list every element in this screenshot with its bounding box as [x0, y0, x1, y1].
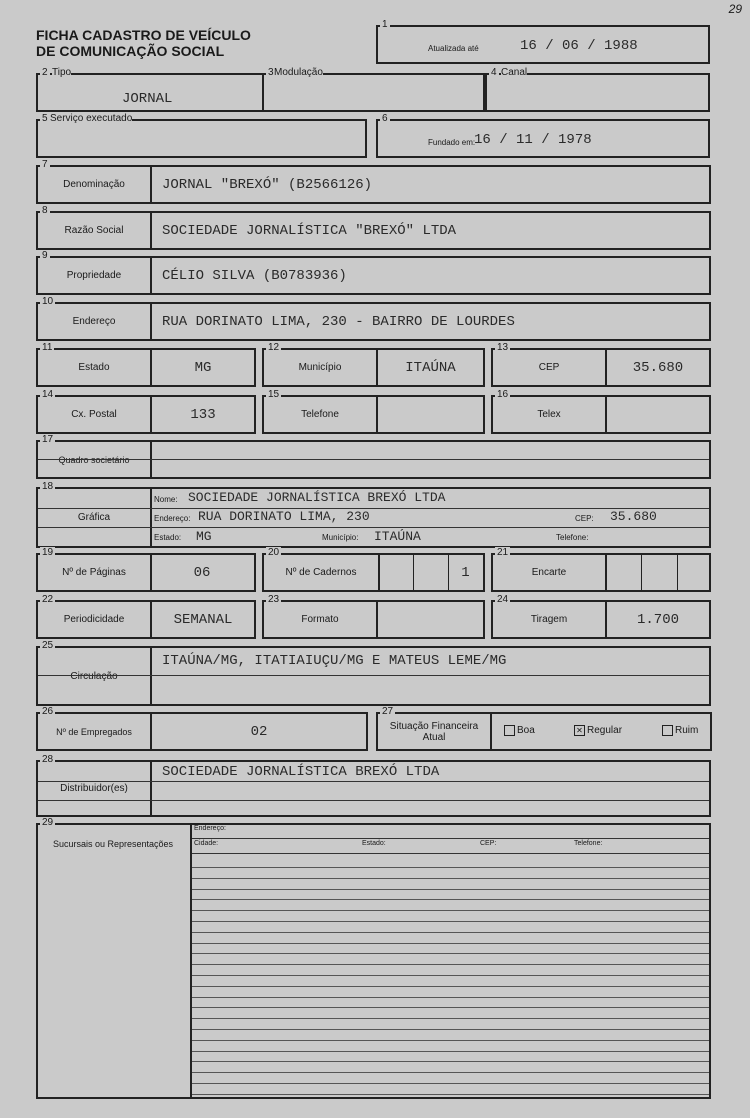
field-number: 8 [42, 205, 48, 216]
field-number: 23 [268, 594, 280, 605]
financial-option-ruim[interactable] [662, 725, 698, 736]
field-circulation [36, 640, 711, 706]
field-label: Formato [301, 614, 339, 625]
field-number: 1 [382, 19, 388, 30]
field-number: 2 [42, 67, 48, 78]
company-name-value[interactable]: SOCIEDADE JORNALÍSTICA "BREXÓ" LTDA [162, 223, 457, 239]
type-value[interactable]: JORNAL [122, 91, 173, 107]
divider [376, 602, 378, 637]
blank-row-line [192, 975, 709, 976]
field-label: Denominação [63, 179, 125, 190]
field-number: 11 [42, 342, 53, 353]
blank-row-line [192, 1007, 709, 1008]
field-number: 20 [268, 547, 280, 558]
field-label: Serviço executado [50, 113, 133, 124]
field-label: Nº de Páginas [62, 567, 126, 578]
field-number: 18 [42, 481, 54, 492]
cell-divider [413, 555, 414, 590]
field-number: 14 [42, 389, 54, 400]
divider [605, 397, 607, 432]
field-label: Cx. Postal [71, 409, 117, 420]
financial-option-boa[interactable] [504, 725, 535, 736]
field-label: Estado [78, 362, 110, 373]
field-branches [36, 817, 711, 1099]
field-number: 12 [268, 342, 280, 353]
field-distributors [36, 754, 711, 817]
field-label: Propriedade [66, 270, 122, 281]
field-label: Atualizada até [428, 44, 479, 53]
printer-municipality[interactable]: ITAÚNA [374, 529, 421, 544]
po-box-value[interactable]: 133 [190, 407, 216, 423]
field-label: Encarte [531, 567, 567, 578]
divider [150, 213, 152, 248]
divider [605, 555, 607, 590]
field-number: 16 [497, 389, 509, 400]
field-periodicity [36, 594, 256, 639]
periodicity-value[interactable]: SEMANAL [173, 612, 233, 628]
field-label: Sucursais ou Representações [52, 839, 174, 849]
cell-divider [677, 555, 678, 590]
field-label: CEP [538, 362, 560, 373]
field-founded [376, 113, 710, 158]
field-number: 13 [497, 342, 509, 353]
checkbox-icon[interactable] [662, 725, 673, 736]
divider [490, 714, 492, 749]
column-label: Endereço: [194, 825, 226, 832]
blank-row-line [192, 899, 709, 900]
blank-row-line [192, 943, 709, 944]
field-financial [376, 706, 712, 751]
updated-date[interactable]: 16 / 06 / 1988 [520, 38, 638, 54]
blank-row-line [192, 878, 709, 879]
field-employees [36, 706, 368, 751]
field-sections [262, 547, 485, 592]
printer-name[interactable]: SOCIEDADE JORNALÍSTICA BREXÓ LTDA [188, 490, 446, 505]
field-company-name [36, 205, 711, 250]
column-label: Telefone: [574, 840, 603, 847]
founded-date[interactable]: 16 / 11 / 1978 [474, 132, 592, 148]
field-address [36, 296, 711, 341]
blank-row-line [192, 953, 709, 954]
field-channel [485, 67, 710, 112]
blank-row-line [192, 1029, 709, 1030]
cell-divider [641, 555, 642, 590]
field-circulation-count [491, 594, 711, 639]
field-number: 26 [42, 706, 54, 717]
field-po-box [36, 389, 256, 434]
field-label: Nº de Cadernos [285, 567, 357, 578]
row-type [36, 67, 485, 112]
field-number: 17 [42, 434, 54, 445]
option-label: Regular [587, 725, 623, 737]
field-label: Circulação [70, 670, 118, 682]
column-label: Estado: [362, 840, 386, 847]
field-label: Telefone [301, 409, 339, 420]
option-label: Boa [517, 725, 535, 737]
field-number: 9 [42, 250, 48, 261]
field-label: Endereço [72, 316, 116, 327]
blank-row-line [192, 1083, 709, 1084]
blank-row-line [192, 867, 709, 868]
divider [378, 555, 380, 590]
row-line [38, 508, 709, 509]
blank-row-line [192, 1072, 709, 1073]
row-line [38, 675, 709, 676]
municipality-value[interactable]: ITAÚNA [405, 360, 456, 376]
divider [150, 489, 152, 546]
field-label: Situação Financeira Atual [389, 720, 479, 743]
branches-table [192, 825, 709, 1097]
blank-row-line [192, 964, 709, 965]
field-state [36, 342, 256, 387]
title-line-2: DE COMUNICAÇÃO SOCIAL [36, 43, 225, 59]
field-label: Distribuidor(es) [60, 783, 128, 794]
label: Telefone: [556, 533, 589, 542]
divider [150, 258, 152, 293]
blank-row-line [192, 1061, 709, 1062]
field-updated [376, 19, 710, 64]
field-number: 7 [42, 159, 48, 170]
zip-value[interactable]: 35.680 [632, 360, 684, 376]
printer-zip[interactable]: 35.680 [610, 509, 657, 524]
field-label: Fundado em: [428, 138, 476, 147]
blank-row-line [192, 921, 709, 922]
field-number: 4 [491, 67, 497, 78]
field-label: Tipo [52, 67, 72, 78]
blank-row-line [192, 1051, 709, 1052]
label: Estado: [154, 533, 182, 542]
label: Nome: [154, 495, 178, 504]
blank-row-line [192, 1040, 709, 1041]
checked-checkbox-icon[interactable]: ✕ [574, 725, 585, 736]
field-label: Município [298, 362, 342, 373]
field-number: 22 [42, 594, 54, 605]
field-number: 6 [382, 113, 388, 124]
field-number: 3 [268, 67, 274, 78]
field-municipality [262, 342, 485, 387]
option-label: Ruim [675, 725, 699, 737]
field-number: 24 [497, 594, 509, 605]
divider [376, 397, 378, 432]
field-label: Telex [537, 409, 561, 420]
field-label: Razão Social [64, 225, 124, 236]
field-number: 29 [42, 817, 54, 828]
blank-row-line [192, 986, 709, 987]
field-shareholders [36, 434, 711, 479]
address-value[interactable]: RUA DORINATO LIMA, 230 - BAIRRO DE LOURDES [162, 314, 515, 330]
field-pages [36, 547, 256, 592]
blank-row-line [192, 997, 709, 998]
field-format [262, 594, 485, 639]
state-value[interactable]: MG [194, 360, 212, 376]
row-line [192, 838, 709, 839]
field-number: 5 [42, 113, 48, 124]
title-line-1: FICHA CADASTRO DE VEÍCULO [36, 27, 251, 43]
blank-row-line [192, 910, 709, 911]
field-number: 25 [42, 640, 54, 651]
circulation-count-value[interactable]: 1.700 [636, 612, 679, 628]
field-service [36, 113, 367, 158]
form-title [36, 27, 251, 59]
pages-value[interactable]: 06 [193, 565, 211, 581]
divider [150, 648, 152, 704]
printer-address[interactable]: RUA DORINATO LIMA, 230 [198, 509, 370, 524]
field-zip [491, 342, 711, 387]
row-line [38, 781, 709, 782]
label: Endereço: [154, 514, 191, 523]
row-line [38, 527, 709, 528]
field-phone [262, 389, 485, 434]
printer-state[interactable]: MG [196, 529, 212, 544]
field-label: Modulação [274, 67, 323, 78]
field-telex [491, 389, 711, 434]
field-label: Gráfica [77, 512, 111, 523]
field-label: Periodicidade [63, 614, 125, 625]
field-number: 19 [42, 547, 54, 558]
denomination-value[interactable]: JORNAL "BREXÓ" (B2566126) [162, 177, 373, 193]
page-number: 29 [728, 2, 742, 16]
label: CEP: [575, 514, 594, 523]
field-label: Nº de Empregados [56, 726, 132, 737]
row-line [192, 853, 709, 854]
divider [150, 304, 152, 339]
field-number: 15 [268, 389, 280, 400]
ownership-value[interactable]: CÉLIO SILVA (B0783936) [162, 268, 347, 284]
field-label: Tiragem [530, 614, 568, 625]
label: Município: [322, 533, 359, 542]
row-line [38, 800, 709, 801]
blank-row-line [192, 889, 709, 890]
field-number: 27 [382, 706, 394, 717]
blank-row-line [192, 1018, 709, 1019]
row-line [38, 459, 709, 460]
checkbox-icon[interactable] [504, 725, 515, 736]
circulation-value[interactable]: ITAÚNA/MG, ITATIAIUÇU/MG E MATEUS LEME/MG [162, 653, 507, 669]
sections-value[interactable]: 1 [461, 565, 470, 581]
employees-value[interactable]: 02 [250, 724, 268, 740]
field-number: 21 [497, 547, 509, 558]
field-insert [491, 547, 711, 592]
column-label: Cidade: [194, 840, 219, 847]
distributors-value[interactable]: SOCIEDADE JORNALÍSTICA BREXÓ LTDA [162, 764, 440, 780]
field-label: Canal [501, 67, 528, 78]
field-ownership [36, 250, 711, 295]
field-label: Quadro societário [58, 454, 130, 465]
blank-row-line [192, 932, 709, 933]
field-number: 10 [42, 296, 54, 307]
field-number: 28 [42, 754, 54, 765]
column-label: CEP: [480, 840, 497, 847]
divider [150, 167, 152, 202]
field-denomination [36, 159, 711, 204]
field-printer [36, 481, 711, 548]
blank-row-line [192, 1094, 709, 1095]
financial-option-regular[interactable] [574, 725, 622, 736]
divider [150, 762, 152, 815]
